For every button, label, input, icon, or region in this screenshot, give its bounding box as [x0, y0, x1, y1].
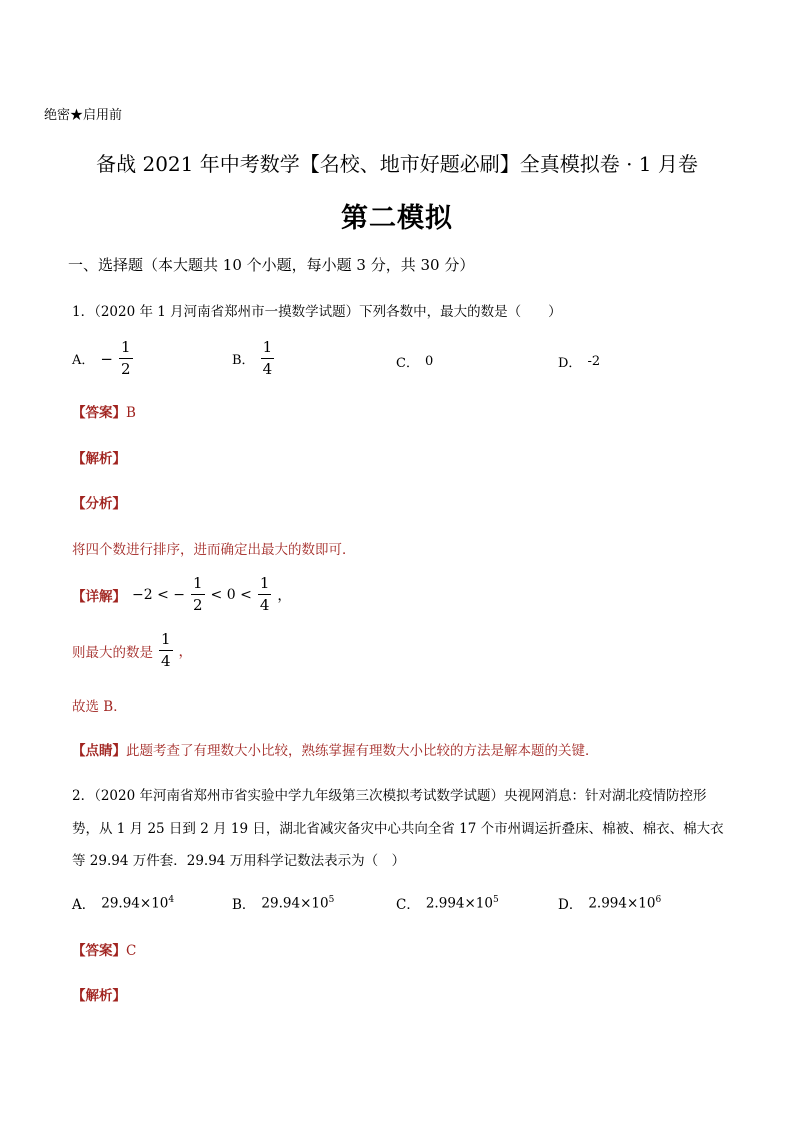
option-label: D．: [558, 356, 582, 371]
minus-sign: −: [100, 349, 113, 368]
q1-answer: [72, 401, 136, 421]
option-label: A．: [72, 897, 96, 913]
q1-guxuan: 故选 B．: [72, 699, 127, 715]
max-text: 则最大的数是: [72, 644, 153, 661]
numerator: 1: [261, 340, 275, 359]
inequality-left: −2 < −: [132, 586, 185, 603]
q2-option-c: [396, 893, 499, 913]
fraction: [261, 340, 275, 377]
q2-stem-line2: 势，从 1 月 25 日到 2 月 19 日，湖北省减灾备灾中心共向全省 17 个市州调运折叠床、棉被、棉衣、棉大衣: [72, 821, 724, 837]
xiangjie-tag: 【详解】: [72, 588, 126, 605]
answer-tag: 【答案】: [72, 943, 126, 959]
sci-base: 2.994×10: [425, 895, 493, 912]
inequality-middle: < 0 <: [210, 586, 252, 603]
numerator: 1: [159, 632, 173, 651]
denominator: 4: [161, 652, 171, 670]
option-label: C．: [396, 897, 420, 913]
q2-stem-line1: 2．（2020 年河南省郑州市省实验中学九年级第三次模拟考试数学试题）央视网消息：针对湖北疫情防控形: [72, 788, 707, 804]
exam-subtitle: 第二模拟: [341, 203, 453, 234]
option-label: B．: [232, 897, 256, 913]
q1-dianjing: [72, 739, 599, 759]
sci-exponent: 5: [328, 894, 335, 905]
sci-base: 29.94×10: [101, 895, 169, 912]
q2-option-d: [558, 893, 661, 913]
sci-exponent: 4: [168, 894, 175, 905]
confidential-label: 绝密★启用前: [44, 108, 123, 123]
answer-tag: 【答案】: [72, 405, 126, 421]
max-tail: ，: [178, 643, 193, 660]
fraction: [191, 576, 205, 613]
numerator: 1: [258, 576, 272, 595]
answer-value: C: [126, 943, 137, 959]
q1-fenxi-tag: 【分析】: [72, 496, 126, 512]
denominator: 4: [262, 360, 273, 378]
sci-base: 2.994×10: [588, 895, 656, 912]
q2-option-b: [232, 893, 334, 913]
fraction: [258, 576, 272, 613]
dianjing-tag: 【点睛】: [72, 743, 126, 759]
option-value: [426, 895, 499, 912]
q1-option-d: [558, 352, 600, 371]
q1-stem: 1．（2020 年 1 月河南省郑州市一摸数学试题）下列各数中，最大的数是（ ）: [72, 304, 562, 320]
q1-xiangjie: [72, 576, 291, 613]
dianjing-text: 此题考查了有理数大小比较，熟练掌握有理数大小比较的方法是解本题的关键．: [126, 743, 599, 759]
option-value: [588, 895, 661, 912]
q1-max-line: [72, 632, 193, 669]
numerator: 1: [119, 340, 133, 359]
q1-option-c: [396, 352, 433, 371]
option-label: D．: [558, 897, 583, 913]
answer-value: B: [126, 405, 136, 421]
denominator: 4: [259, 596, 270, 614]
q2-answer: [72, 939, 136, 959]
q1-jiexi-tag: 【解析】: [72, 451, 126, 467]
numerator: 1: [191, 576, 205, 595]
option-label: C．: [396, 356, 419, 371]
q2-stem-line3: 等 29.94 万件套．29.94 万用科学记数法表示为（ ）: [72, 853, 406, 869]
sci-base: 29.94×10: [261, 895, 329, 912]
option-value: -2: [587, 354, 601, 369]
q2-option-a: [72, 893, 174, 913]
fraction: [159, 632, 173, 669]
sci-exponent: 6: [655, 894, 662, 905]
q1-option-a: [72, 340, 133, 377]
section-heading: 一、选择题（本大题共 10 个小题，每小题 3 分，共 30 分）: [68, 256, 475, 274]
option-label: A．: [72, 353, 95, 368]
option-label: B．: [232, 353, 255, 368]
option-value: 0: [424, 354, 434, 369]
option-value: [101, 895, 174, 912]
q1-fenxi-text: 将四个数进行排序，进而确定出最大的数即可．: [72, 542, 356, 558]
q1-option-b: [232, 340, 274, 377]
denominator: 2: [193, 596, 203, 614]
q2-jiexi-tag: 【解析】: [72, 988, 126, 1004]
option-value: [261, 895, 334, 912]
denominator: 2: [120, 360, 131, 378]
exam-title: 备战 2021 年中考数学【名校、地市好题必刷】全真模拟卷 · 1 月卷: [96, 152, 698, 176]
fraction: [119, 340, 133, 377]
inequality-tail: ，: [277, 587, 292, 604]
sci-exponent: 5: [492, 894, 499, 905]
